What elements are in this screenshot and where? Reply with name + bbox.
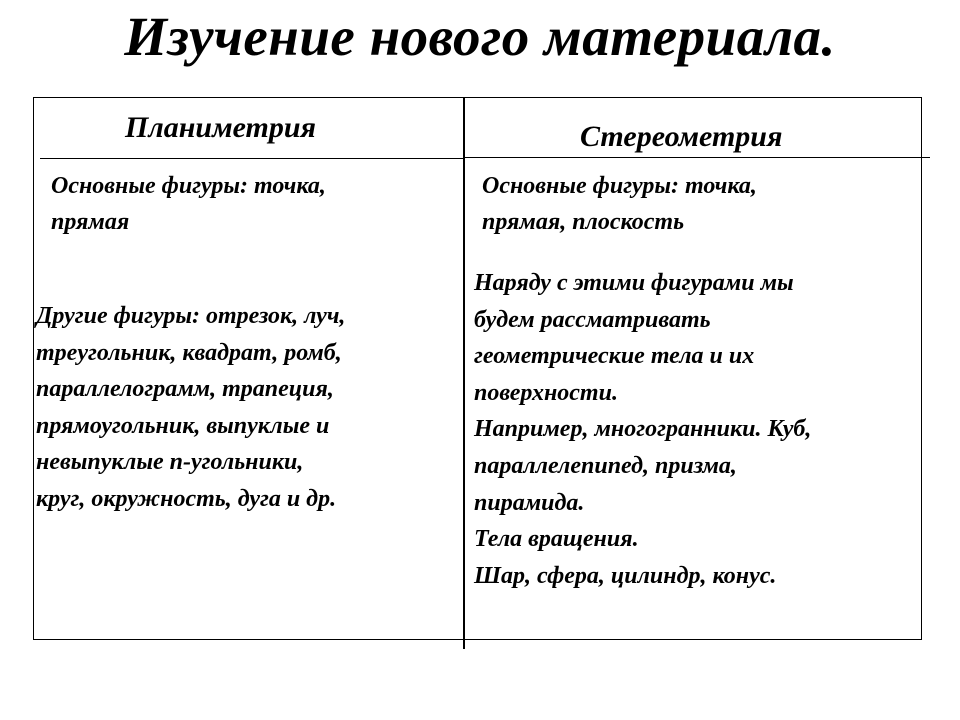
text-line: прямоугольник, выпуклые и	[36, 412, 330, 439]
stereometry-basic-figures	[482, 168, 757, 240]
left-header-divider	[40, 158, 463, 159]
text-line: прямая, плоскость	[482, 209, 685, 235]
planimetry-heading: Планиметрия	[125, 111, 317, 144]
text-line: параллелограмм, трапеция,	[36, 376, 334, 402]
text-line: пирамида.	[474, 489, 585, 516]
text-line: прямая	[51, 209, 130, 235]
text-line: Основные фигуры: точка,	[51, 173, 326, 199]
text-line: Основные фигуры: точка,	[482, 173, 757, 199]
text-line: геометрические тела и их	[474, 343, 755, 370]
text-line: Другие фигуры: отрезок, луч,	[36, 303, 346, 329]
text-line: Например, многогранники. Куб,	[474, 416, 812, 443]
text-line: Тела вращения.	[474, 526, 639, 553]
column-divider	[463, 97, 465, 649]
text-line: поверхности.	[474, 379, 618, 406]
text-line: будем рассматривать	[474, 306, 711, 333]
right-header-divider	[465, 157, 930, 158]
text-line: круг, окружность, дуга и др.	[36, 485, 337, 512]
text-line: Наряду с этими фигурами мы	[474, 270, 794, 296]
text-line: Шар, сфера, цилиндр, конус.	[474, 562, 777, 589]
text-line: треугольник, квадрат, ромб,	[36, 339, 342, 366]
stereometry-more-figures	[474, 265, 811, 594]
stereometry-heading: Стереометрия	[580, 120, 783, 153]
text-line: невыпуклые n-угольники,	[36, 449, 304, 475]
slide-title: Изучение нового материала.	[124, 6, 836, 67]
planimetry-basic-figures	[51, 168, 326, 240]
text-line: параллелепипед, призма,	[474, 452, 737, 479]
planimetry-other-figures	[36, 298, 345, 517]
